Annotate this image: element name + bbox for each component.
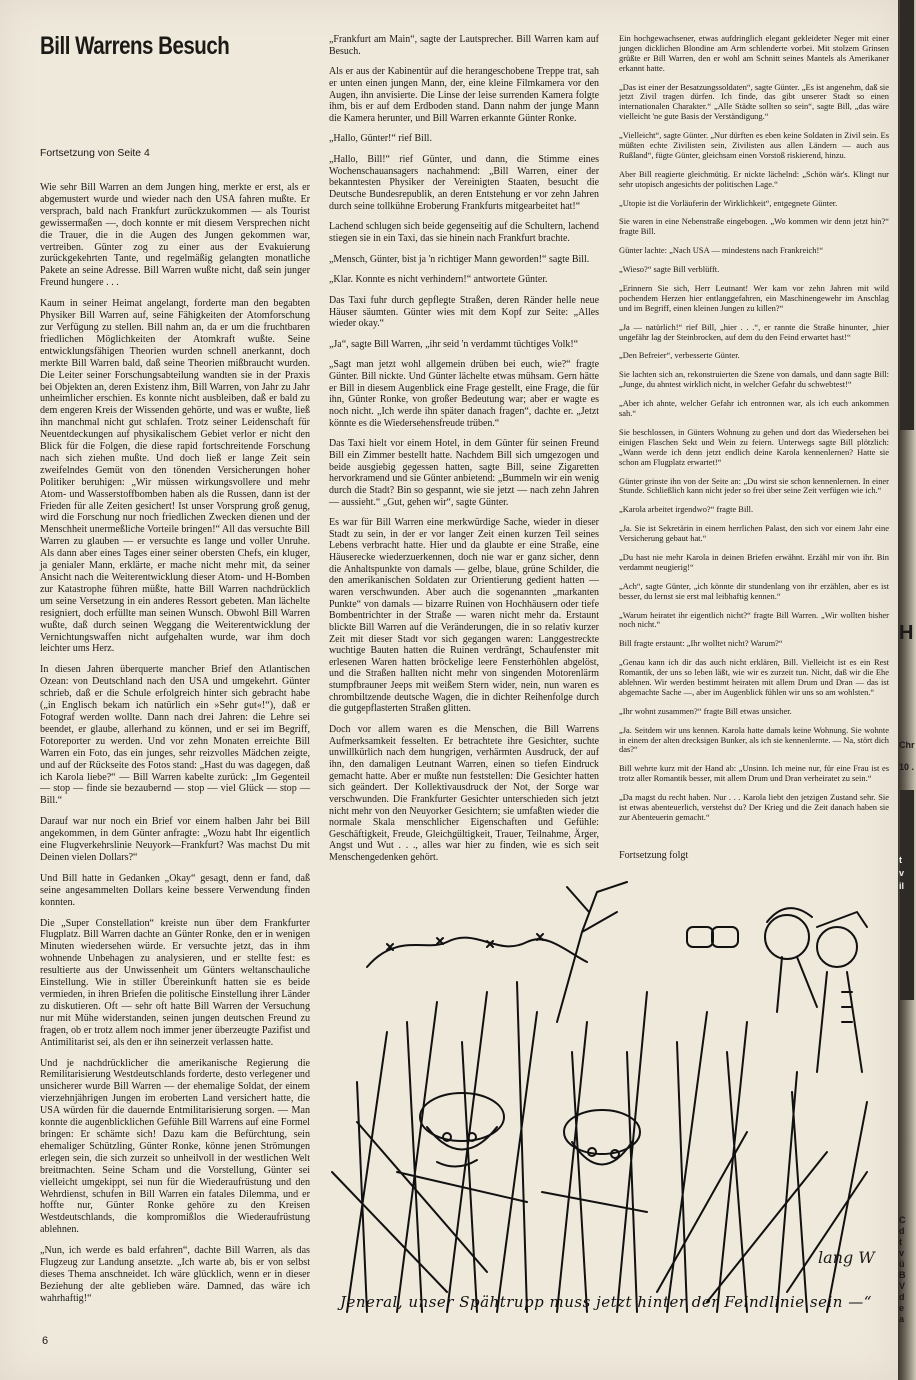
paragraph: Ein hochgewachsener, etwas aufdringlich elegant gekleideter Neger mit einer jungen dicklichen Blondine am Arm schlenderte vorbei. Mit stolzem Grinsen grüßte er Bill Warren, den er wohl am Schnitt seines Mantels als Amerikaner erkannt hatte. (619, 33, 889, 73)
paragraph: „Frankfurt am Main“, sagte der Lautsprecher. Bill Warren kam auf Besuch. (329, 34, 599, 57)
paragraph: Und Bill hatte in Gedanken „Okay“ gesagt, denn er fand, daß seine angesammelten Dollars keine bessere Verwendung finden konnten. (40, 872, 310, 908)
paragraph: „Klar. Konnte es nicht verhindern!“ antwortete Günter. (329, 274, 548, 286)
bare-branch (557, 882, 627, 1022)
article-title: Bill Warrens Besuch (40, 32, 230, 60)
paragraph: „Das ist einer der Besatzungssoldaten“, sagte Günter. „Es ist angenehm, daß sie jetzt Zivil tragen dürfen. Ich finde, das gibt unserer Stadt so einen internationalen Charakter.“ „Alle Städte sollten so sein“, sagte Bill, „das wäre vielleicht 'ne gute Basis der Verständigung.“ (619, 81, 889, 122)
edge-letter: t (899, 855, 902, 865)
paragraph: Die „Super Constellation“ kreiste nun über dem Frankfurter Flugplatz. Bill Warren dachte an Günter Ronke, den er in wenigen Minuten wiedersehen würde. Er versuchte jetzt, das in ihm wohnende Unbehagen zu analysieren, und er stellte fest: es resultierte aus der Unwissenheit um Günters weltanschauliche Einstellung. Wie in stiller Übereinkunft hatten sie es beide vermieden, in ihren Briefen die politische Einstellung ihrer Länder zu diskutieren. Oft — sehr oft hatte Bill Warren der Versuchung nur mit Mühe widerstanden, seinen jungen deutschen Freund zu fragen, ob er trotz allem noch immer jener überzeugte Pazifist und Antimilitarist sei, als den er ihn seinerzeit verlassen hatte. (40, 917, 310, 1048)
paragraph: Günter grinste ihn von der Seite an: „Du wirst sie schon kennenlernen. In einer Stunde. Schließlich kann nicht jeder so frei über seine Zeit verfügen wie ich.“ (619, 475, 889, 496)
paragraph: „Ihr wohnt zusammen?“ fragte Bill etwas unsicher. (619, 705, 792, 716)
adjacent-page-edge (898, 0, 916, 1380)
paragraph: Es war für Bill Warren eine merkwürdige Sache, wieder in dieser Stadt zu sein, in der er vor langer Zeit einen kurzen Teil seines Lebens verbracht hatte. Hier und da glaubte er eine Straße, eine Häuserecke wiederzuerkennen, doch nie war er ganz sicher, denn die Anhaltspunkte von damals — gelbe, blaue, grüne Schilder, die den amerikanischen Soldaten zur Orientierung gedient hatten — waren verschwunden. Aber auch die sogenannten „markanten Punkte“ von damals — bizarre Ruinen von Hochhäusern oder tiefe Bombentrichter in der Straße — waren nicht mehr da. Erstaunt blickte Bill Warren auf die Veränderungen, die in so relativ kurzer Zeit mit dieser Stadt vor sich gegangen waren: Langgestreckte wuchtige Bauten hatten die Ruinen verdrängt, Schaufenster mit erlesenen Waren hatten bröckelige leere Fensterhöhlen abgelöst, und die Straßen hallten nicht mehr von singenden Motorenlärm stumpfbrauner Jeeps mit weißem Stern wider, nein, nun waren es chrombiltzende deutsche Wagen, die in dichter Reihenfolge durch die gutgepflasterten Straßen glitten. (329, 517, 599, 715)
paragraph: „Du hast nie mehr Karola in deinen Briefen erwähnt. Erzähl mir von ihr. Bin verdammt neugierig!“ (619, 551, 889, 572)
edge-letter: d (899, 1226, 905, 1236)
paragraph: „Ja. Seitdem wir uns kennen. Karola hatte damals keine Wohnung. Sie wohnte in einem der alten drecksigen Bunker, als ich sie kennenlernte. — Na, stört dich das?“ (619, 724, 889, 755)
lookout-soldier (765, 915, 809, 959)
edge-letter: e (899, 1303, 905, 1313)
paragraph: Günter lachte: „Nach USA — mindestens nach Frankreich!“ (619, 245, 824, 256)
paragraph: Lachend schlugen sich beide gegenseitig auf die Schultern, lachend stiegen sie in ein Taxi, das sie hinein nach Frankfurt brachte. (329, 221, 599, 244)
paragraph: Und je nachdrücklicher die amerikanische Regierung die Remilitarisierung Westdeutschlands forderte, desto verlegener und unsicherer wurde Bill Warren — der ehemalige Soldat, der einem vierzehnjährigen Jungen im eroberten Land versichert hatte, die USA würden für die dauernde Entmilitarisierung sorgen. — Man konnte die augenblicklichen Gefühle Bill Warrens auf eine Formel bringen: Er schämte sich! Dazu kam die Befürchtung, sein ehemaliger Schützling, Günter Ronke, könne jenen Strömungen erlegen sein, die sich zurzeit so unheilvoll in der westlichen Welt breitmachten. Seine Scham und die Vorstellung, Günter sei vielleicht umgekippt, sei nun für die Wiederaufrüstung und den Wehrdienst, schufen in Bill Warren ein fatales Dilemma, und er hoffte nur, Günter Ronke gehöre zu den Kreisen Westdeutschlands, die kompromißlos die Wiederaufrüstung ablehnen. (40, 1057, 310, 1236)
paragraph: „Sagt man jetzt wohl allgemein drüben bei euch, wie?“ fragte Günter. Bill nickte. Und Günter lächelte etwas mühsam. Gern hätte er Bill in diesem Augenblick eine Frage gestellt, eine Frage, die für ihn, Günter Ronke, von großer Bedeutung war; aber er wagte es noch nicht. „Ich werde ihn später danach fragen“, dachte er. „Jetzt könnte es die Wiedersehensfreude trüben.“ (329, 359, 599, 429)
paragraph: „Ja. Sie ist Sekretärin in einem herrlichen Palast, den sich vor einem Jahr eine Versicherung gebaut hat.“ (619, 523, 889, 544)
barbed-wire (367, 938, 587, 967)
edge-letter: a (899, 1314, 905, 1324)
paragraph: „Wieso?“ sagte Bill verblüfft. (619, 264, 720, 275)
text-column-1 (40, 182, 310, 1332)
paragraph: Als er aus der Kabinentür auf die herangeschobene Treppe trat, sah er unten einen jungen Mann, der, eine kleine Filmkamera vor den Augen, ihn anvisierte. Die Linse der leise surrenden Kamera folgte ihm, bis er auf dem Erdboden stand. Dann nahm der junge Mann die Kamera herunter, und Bill Warren erkannte Günter Ronke. (329, 66, 599, 124)
text-column-2 (329, 34, 599, 866)
edge-h-letter: H (899, 622, 914, 644)
edge-letter: v (899, 868, 905, 878)
paragraph: Doch vor allem waren es die Menschen, die Bill Warrens Aufmerksamkeit fesselten. Er betrachtete ihre Gesichter, suchte unwillkürlich nach dem hungrigen, verhärmten Ausdruck, der auf ihn, den damaligen Leutnant Warren, einen so tiefen Eindruck gemacht hatte. Aber er mußte nun feststellen: Die Gesichter hatten sich geändert. Der Kollektivausdruck der Not, der Sorge war verschwunden. Die Frankfurter Gesichter unterschieden sich jetzt nicht mehr von den Neuyorker Gesichtern; sie umfaßten wieder die normale Skala menschlicher Eigenschaften und Gefühle: Geschäftigkeit, Freude, Gleichgültigkeit, Trauer, Teilnahme, Ärger, Angst und Wut . . ., alles war hier zu finden, wie es sich seit Menschengedenken gehört. (329, 724, 599, 864)
cartoon-illustration (327, 872, 899, 1327)
paragraph: In diesen Jahren überquerte mancher Brief den Atlantischen Ozean: von Deutschland nach den USA und umgekehrt. Günter schrieb, daß er die Schule erfolgreich hinter sich gebracht habe („in Englisch bekam ich natürlich ein »Sehr gut«!“), daß er Fotograf werden wollte. Dann nach drei Jahren: die Lehre sei beendet, er glaube, allerhand zu können, und er sei im Begriff, Fotoreporter zu werden. Und vor zehn Monaten erreichte Bill Warren ein Foto, das ein junges, sehr reizvolles Mädchen zeigte, und auf der Rückseite des Fotos stand: „Hast du was dagegen, daß ich Karola liebe?“ — Bill Warren kabelte zurück: „Im Gegenteil — stop — finde sie bezaubernd — stop — viel Glück — stop — Bill.“ (40, 664, 310, 807)
paragraph: „Utopie ist die Vorläuferin der Wirklichkeit“, entgegnete Günter. (619, 197, 838, 208)
paragraph: Sie beschlossen, in Günters Wohnung zu gehen und dort das Wiedersehen bei einigen Flaschen Sekt und Wein zu feiern. Unterwegs sagte Bill plötzlich: „Wann werde ich denn jetzt endlich deine Karola kennenlernen? Hatte sie schon am Flugplatz erwartet!“ (619, 426, 889, 467)
paragraph: „Hallo, Günter!“ rief Bill. (329, 133, 432, 145)
grass-blades (347, 982, 867, 1312)
text-column-3 (619, 34, 889, 834)
paragraph: Sie waren in eine Nebenstraße eingebogen. „Wo kommen wir denn jetzt hin?“ fragte Bill. (619, 216, 889, 237)
paragraph: „Ja — natürlich!“ rief Bill, „hier . . .“, er rannte die Straße hinunter, „hier ungefähr lag der Steinbrocken, auf dem du den Feind erwartet hast!“ (619, 321, 889, 342)
general-figure (817, 927, 857, 967)
paragraph: Bill fragte erstaunt: „Ihr wolltet nicht? Warum?“ (619, 638, 783, 649)
edge-letter: B (899, 1270, 906, 1280)
edge-letter: t (899, 1237, 902, 1247)
paragraph: Bill wehrte kurz mit der Hand ab: „Unsinn. Ich meine nur, für eine Frau ist es trotz aller Romantik besser, mit allem Drum und Dran verheiratet zu sein.“ (619, 763, 889, 784)
paragraph: „Genau kann ich dir das auch nicht erklären, Bill. Vielleicht ist es ein Rest Romantik, der uns so leben läßt, wie wir es zurzeit tun. Nicht, daß wir die Ehe ablehnen. Wir werden bestimmt heiraten mit allem Drum und Dran — das ist abgemachte Sache —, aber im Augenblick fühlen wir uns so am wohlsten.“ (619, 657, 889, 697)
edge-letter: v (899, 1248, 905, 1258)
paragraph: Sie lachten sich an, rekonstruierten die Szene von damals, und dann sagte Bill: „Junge, du ahntest wirklich nicht, in welcher Gefahr du schwebtest!“ (619, 369, 889, 390)
paragraph: Das Taxi hielt vor einem Hotel, in dem Günter für seinen Freund Bill ein Zimmer bestellt hatte. Nachdem Bill sich umgezogen und beide ausgiebig gegessen hatten, sagte Bill, seine Zigaretten hervorkramend und sie Günter anbietend: „Bummeln wir ein wenig durch die Stadt? Bin so gespannt, wie sie jetzt — nach zehn Jahren — aussieht.“ „Gut, gehen wir“, sagte Günter. (329, 438, 599, 508)
edge-letter: ü (899, 1259, 905, 1269)
continued-from-note: Fortsetzung von Seite 4 (40, 148, 150, 159)
edge-letter: il (899, 881, 905, 891)
paragraph: „Vielleicht“, sagte Günter. „Nur dürften es eben keine Soldaten in Zivil sein. Es müßten echte Zivilisten sein, Zivilisten aus allen Ländern — auch aus Rußland“, fügte Günter, gleichsam einen Vorstoß riskierend, hinzu. (619, 130, 889, 160)
paragraph: „Aber ich ahnte, welcher Gefahr ich entronnen war, als ich euch ankommen sah.“ (619, 398, 889, 419)
binoculars (687, 927, 713, 947)
paragraph: Das Taxi fuhr durch gepflegte Straßen, deren Ränder helle neue Häuser säumten. Günter wies mit dem Kopf zur Seite: „Alles wieder okay.“ (329, 294, 599, 330)
paragraph: Aber Bill reagierte gleichmütig. Er nickte lächelnd: „Schön wär's. Klingt nur sehr utopisch angesichts der politischen Lage.“ (619, 168, 889, 189)
paragraph: „Warum heiratet ihr eigentlich nicht?“ fragte Bill Warren. „Wir wollten bisher noch nicht.“ (619, 609, 889, 630)
page-number: 6 (42, 1335, 49, 1347)
edge-letter: C (899, 1215, 906, 1225)
paragraph: „Hallo, Bill!“ rief Günter, und dann, die Stimme eines Wochenschauansagers nachahmend: „Bill Warren, einer der bekanntesten Physiker der Vereinigten Staaten, besucht die Deutsche Bundesrepublik, an deren Entstehung er vor zehn Jahren durch seine tollkühne Eroberung Frankfurts mitgearbeitet hat!“ (329, 154, 599, 212)
paragraph: Kaum in seiner Heimat angelangt, forderte man den begabten Physiker Bill Warren auf, seine Fähigkeiten der Atomforschung zur Verfügung zu stellen. Bill nahm an, da er um die fruchtbaren friedlichen Möglichkeiten der Atomkraft wußte. Seine entwicklungsfähigen Theorien wurden schnell anerkannt, doch merkte Bill Warren bald, daß seine Theorien mißbraucht wurden. Die Leiter seiner Forschungsabteilung wandten sie in der Praxis bei Objekten an, deren Existenz ihm, Bill Warren, von Jahr zu Jahr unheimlicher erschien. Es konnte nicht ausbleiben, daß er bald zu dem engeren Kreis der Wissenden gehörte, und was er wußte, ließ ihn manchmal nicht gut schlafen. Trotz seiner Leidenschaft für Neuentdeckungen auf physikalischem Gebiet verlor er nicht den Blick für die Folgen, die diese rapid fortschreitende Forschung nach sich ziehen mußte. Und doch ließ er lange Zeit sein zweifelndes Gemüt von den tönenden Versicherungen hoher Politiker beruhigen: „Wir müssen wirkungsvollere und mehr Atom- und Wasserstoffbomben haben als die Russen, dann ist der Frieden für alle Zeiten gesichert! Ist unser Vorsprung groß genug, wird die Forschung nur noch friedlichen Zwecken dienen und der Menschheit unermeßliche Vorteile bringen!“ All das versuchte Bill Warren zu glauben — er versuchte es lange und voller Unruhe. Als dann aber eines Tages einer seiner obersten Chefs, ein kluger, ja genialer Mann, erklärte, er mache nicht mehr mit, da seiner Ansicht nach die Weiterentwicklung dieser Atom- und H-Bomben zur Katastrophe führen müßte, hatte Bill Warren nachdrücklich um seine Versetzung in ein anderes Ressort gebeten. Man lächelte resigniert, doch erfüllte man seinen Wunsch. Obwohl Bill Warren wußte, daß durch seinen Weggang die Weiterentwicklung der Vernichtungswaffen nicht aufgehalten wurde, war ihm doch leichter ums Herz. (40, 298, 310, 655)
paragraph: „Mensch, Günter, bist ja 'n richtiger Mann geworden!“ sagte Bill. (329, 253, 590, 265)
paragraph: „Nun, ich werde es bald erfahren“, dachte Bill Warren, als das Flugzeug zur Landung ansetzte. „Ich warte ab, bis er von selbst dieses Thema anschneidet. Ich wäre glücklich, wenn er in dieser Beziehung der alte geblieben wäre. Damned, das wäre ich wahrhaftig!“ (40, 1245, 310, 1304)
paragraph: „Karola arbeitet irgendwo?“ fragte Bill. (619, 504, 754, 515)
paragraph: „Ja“, sagte Bill Warren, „ihr seid 'n verdammt tüchtiges Volk!“ (329, 338, 579, 350)
paragraph: „Da magst du recht haben. Nur . . . Karola liebt den jetzigen Zustand sehr. Sie ist etwas abenteuerlich, verstehst du? Der Krieg und die Zeit danach haben sie zur Abenteuerin gemacht.“ (619, 792, 889, 822)
paragraph: „Erinnern Sie sich, Herr Leutnant! Wer kam vor zehn Jahren mit wild pochendem Herzen hier entlanggefahren, ein Maschinengewehr im Anschlag und im Begriff, einen kleinen Jungen zu killen?“ (619, 283, 889, 313)
edge-chr-label: Chr (899, 740, 915, 750)
edge-letter: V (899, 1281, 906, 1291)
edge-letter: d (899, 1292, 905, 1302)
paragraph: Wie sehr Bill Warren an dem Jungen hing, merkte er erst, als er abgemustert wurde und wieder nach den USA fahren mußte. Er versprach, bald nach Frankfurt zurückzukommen — als Tourist gewissermaßen —, doch konnte er mit diesem Versprechen nicht die Trauer, die in die Augen des Jungen gekommen war, vertreiben. Günter zog zu einer aus der Evakuierung zurückgekehrten Tante, und regelmäßig gelangten monatliche Pakete an seine Adresse. Bill Warren wußte nicht, daß sein junger Freund hungere . . . (40, 182, 310, 289)
cartoon-caption: Jeneral, unser Spähtrupp muss jetzt hinter der Feindlinie sein —“ (340, 1293, 872, 1311)
cartoonist-signature: lang W (818, 1248, 875, 1267)
paragraph: Darauf war nur noch ein Brief vor einem halben Jahr bei Bill angekommen, in dem Günter anfragte: „Wozu habt Ihr eigentlich eine Flugverkehrslinie Neuyork—Frankfurt? Was machst Du mit Deinen vielen Dollars?“ (40, 816, 310, 863)
continued-note: Fortsetzung folgt (619, 850, 689, 861)
paragraph: „Ach“, sagte Günter, „ich könnte dir stundenlang von ihr erzählen, aber es ist besser, du lernst sie erst mal leibhaftig kennen.“ (619, 580, 889, 601)
edge-num-label: 10 . (899, 762, 915, 772)
paragraph: „Den Befreier“, verbesserte Günter. (619, 350, 740, 361)
